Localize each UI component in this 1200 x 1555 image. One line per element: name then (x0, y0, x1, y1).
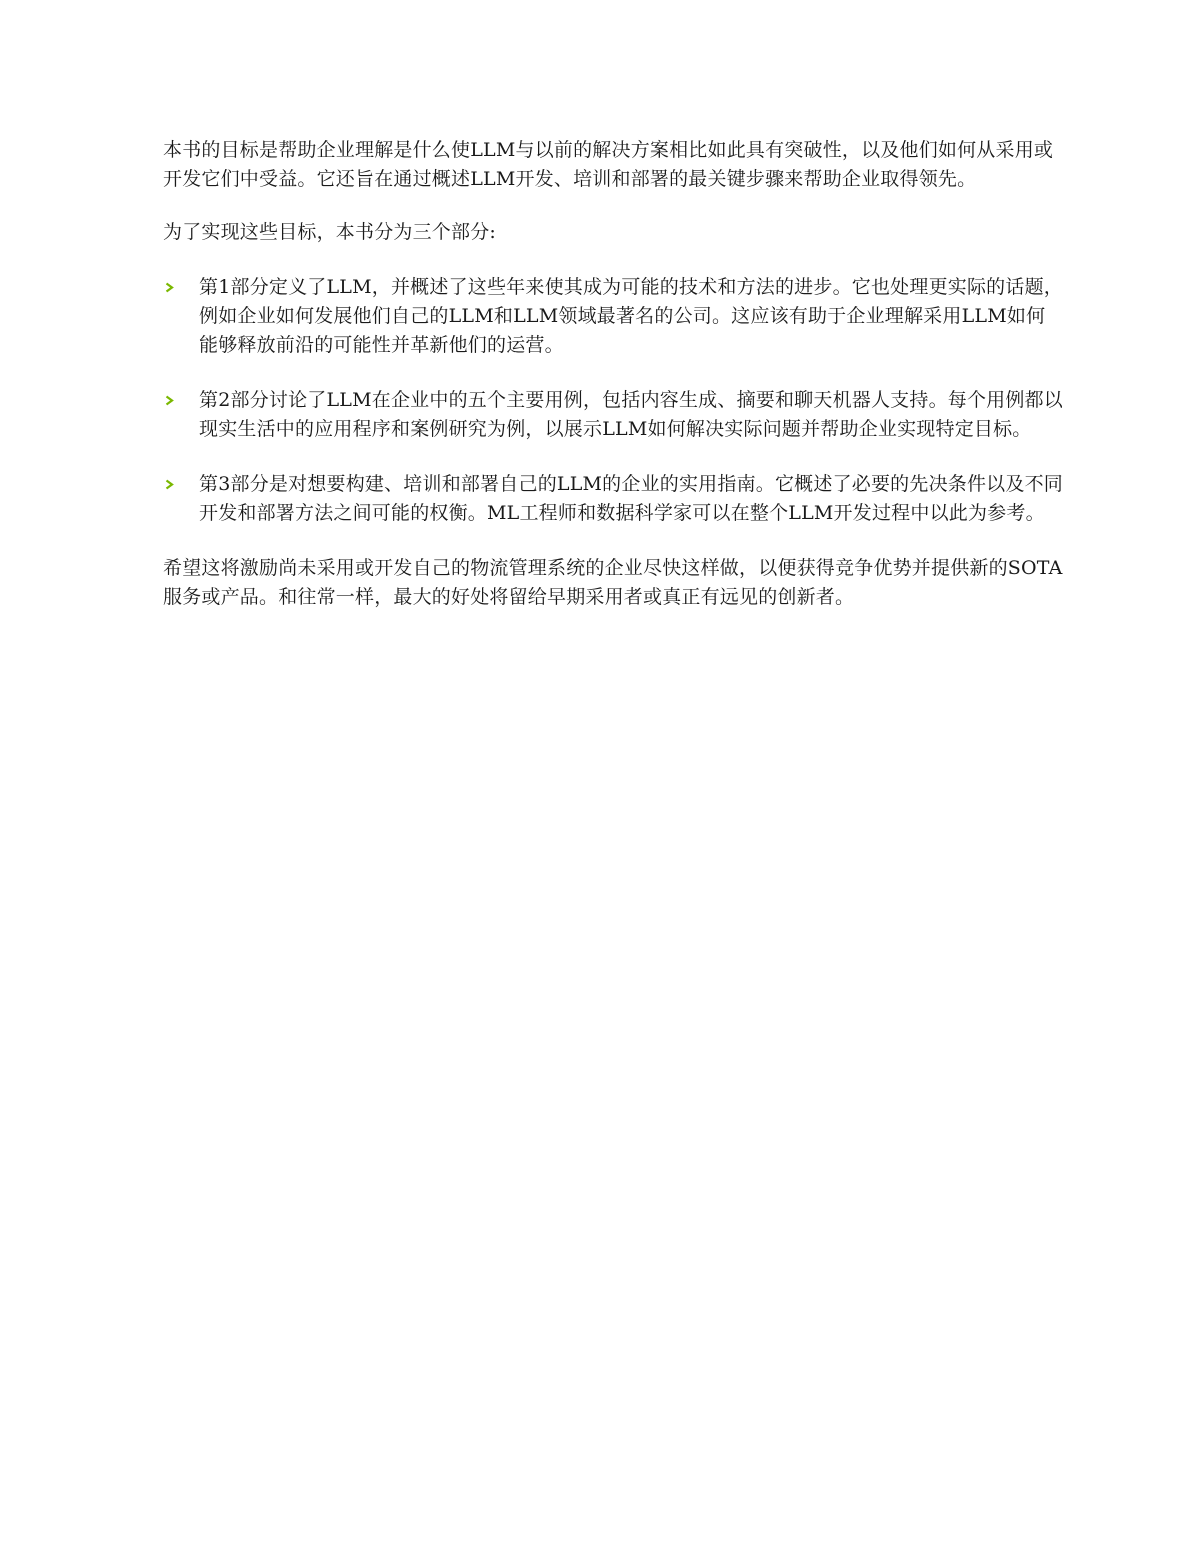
list-item (163, 470, 1063, 528)
text-column (163, 136, 1063, 612)
intro-paragraph: 本书的目标是帮助企业理解是什么使LLM与以前的解决方案相比如此具有突破性，以及他们如何从采用或开发它们中受益。它还旨在通过概述LLM开发、培训和部署的最关键步骤来帮助企业取得领先。 (163, 139, 1054, 190)
closing-paragraph: 希望这将激励尚未采用或开发自己的物流管理系统的企业尽快这样做，以便获得竞争优势并提供新的SOTA服务或产品。和往常一样，最大的好处将留给早期采用者或真正有远见的创新者。 (163, 557, 1063, 608)
list-item-text: 第1部分定义了LLM，并概述了这些年来使其成为可能的技术和方法的进步。它也处理更实际的话题，例如企业如何发展他们自己的LLM和LLM领域最著名的公司。这应该有助于企业理解采用LLM如何能够释放前沿的可能性并革新他们的运营。 (199, 276, 1063, 356)
list-item (163, 273, 1063, 360)
lead-paragraph: 为了实现这些目标，本书分为三个部分: (163, 221, 497, 243)
list-item-text: 第3部分是对想要构建、培训和部署自己的LLM的企业的实用指南。它概述了必要的先决条件以及不同开发和部署方法之间可能的权衡。ML工程师和数据科学家可以在整个LLM开发过程中以此为参考。 (199, 473, 1063, 524)
list-item (163, 386, 1063, 444)
chevron-right-icon (165, 273, 179, 302)
list-item-text: 第2部分讨论了LLM在企业中的五个主要用例，包括内容生成、摘要和聊天机器人支持。每个用例都以现实生活中的应用程序和案例研究为例，以展示LLM如何解决实际问题并帮助企业实现特定目标。 (199, 389, 1063, 440)
parts-list (163, 273, 1063, 528)
chevron-right-icon (165, 386, 179, 415)
chevron-right-icon (165, 470, 179, 499)
